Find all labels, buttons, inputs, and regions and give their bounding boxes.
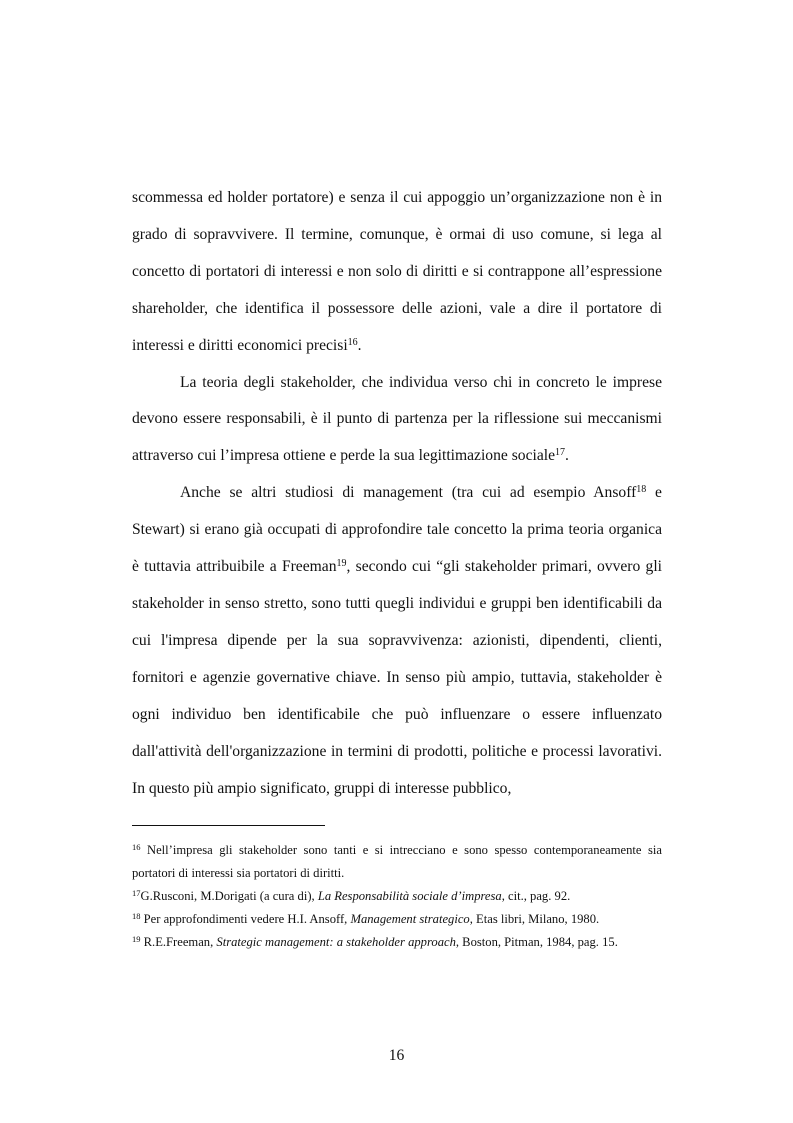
paragraph-3 (132, 475, 662, 807)
page-number: 16 (388, 1047, 405, 1064)
footnote-ref-17: 17 (555, 447, 566, 459)
footnote-text: G.Rusconi, M.Dorigati (a cura di), (140, 889, 318, 903)
footnote-number: 18 (132, 911, 141, 921)
paragraph-text: La teoria degli stakeholder, che individua verso chi in concreto le imprese devono essere responsabili, è il punto di partenza per la riflessione sui meccanismi attraverso cui l’impresa ottiene e perde la sua legittimazione sociale (132, 373, 662, 465)
footnote-text: , cit., pag. 92. (501, 889, 571, 903)
footnote-title: Management strategico (350, 912, 470, 926)
footnote-text: , Boston, Pitman, 1984, pag. 15. (455, 935, 618, 949)
footnote-text: R.E.Freeman, (140, 935, 217, 949)
paragraph-end: . (357, 336, 362, 354)
paragraph-1 (132, 180, 662, 365)
footnotes (132, 839, 662, 954)
footnote-number: 19 (132, 934, 141, 944)
paragraph-text: Anche se altri studiosi di management (tra cui ad esempio Ansoff (180, 484, 637, 502)
footnote-16 (132, 839, 662, 885)
footnote-separator (132, 825, 325, 826)
footnote-title: Strategic management: a stakeholder approach (216, 935, 456, 949)
paragraph-text: , secondo cui “gli stakeholder primari, ovvero gli stakeholder in senso stretto, sono tutti quegli individui e gruppi ben identificabili da cui l'impresa dipende per la sua sopravvivenza: azionisti, dipendenti, clienti, fornitori e agenzie governative chiave. In senso più ampio, tuttavia, stakeholder è ogni individuo ben identificabile che può influenzare o essere influenzato dall'attività dell'organizzazione in termini di prodotti, politiche e processi lavorativi. In questo più ampio significato, gruppi di interesse pubblico, (132, 558, 662, 797)
footnote-ref-16: 16 (347, 336, 358, 348)
paragraph-text: e Stewart) si erano già occupati di approfondire tale concetto la prima teoria organica è tuttavia attribuibile a Freeman (132, 484, 662, 576)
footnote-18 (132, 908, 662, 931)
footnote-19 (132, 931, 662, 954)
footnote-number: 17 (132, 888, 141, 898)
footnote-ref-18: 18 (636, 484, 647, 496)
footnote-ref-19: 19 (336, 558, 347, 570)
paragraph-2 (132, 365, 662, 476)
footnote-number: 16 (132, 842, 141, 852)
footnote-text: Nell’impresa gli stakeholder sono tanti e si intrecciano e sono spesso contemporaneamente sia portatori di interessi sia portatori di diritti. (132, 843, 662, 880)
footnote-17 (132, 885, 662, 908)
footnote-title: La Responsabilità sociale d’impresa (317, 889, 502, 903)
paragraph-end: . (565, 447, 569, 465)
footnote-text: Per approfondimenti vedere H.I. Ansoff, (140, 912, 351, 926)
paragraph-text: scommessa ed holder portatore) e senza il cui appoggio un’organizzazione non è in grado di sopravvivere. Il termine, comunque, è ormai di uso comune, si lega al concetto di portatori di interessi e non solo di diritti e si contrappone all’espressione shareholder, che identifica il possessore delle azioni, vale a dire il portatore di interessi e diritti economici precisi (132, 189, 662, 354)
body-text (132, 180, 662, 807)
footnote-text: , Etas libri, Milano, 1980. (469, 912, 600, 926)
